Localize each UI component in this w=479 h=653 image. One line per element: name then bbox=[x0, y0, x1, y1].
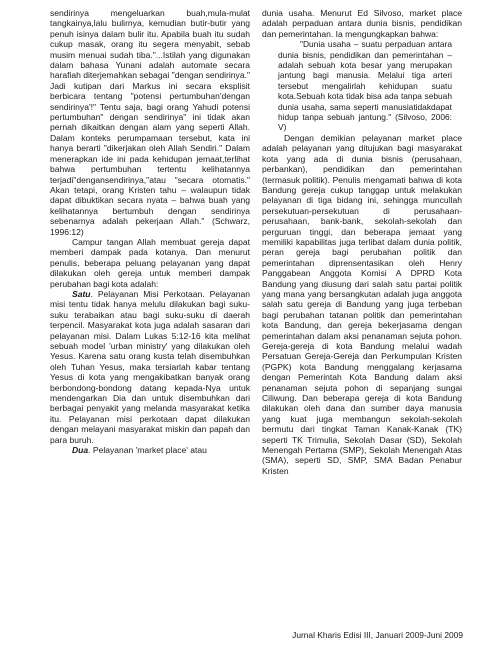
point-one-text: . Pelayanan Misi Perkotaan. Pelayanan misi tentu tidak hanya melulu dilakukan bagi suku-suku terabaikan atau bagi suku-suku di daerah terpencil. Masyarakat kota juga adalah sasaran dari pelayanan misi. Dalam Lukas 5:12-16 kita melihat sebuah model 'urban ministry' yang dilakukan oleh Yesus. Karena satu orang kusta telah disembuhkan oleh Tuhan Yesus, maka tersiarlah kabar tentang Yesus di kota yang mengakibatkan banyak orang berbondong-bondong datang kepada-Nya untuk mendengarkan Dia dan untuk disembuhkan dari berbagai penyakit yang melanda masyarakat ketika itu. Pelayanan misi perkotaan dapat dilakukan dengan melayani masyarakat miskin dan papah dan para buruh. bbox=[50, 288, 250, 445]
paragraph-dunia-usaha: dunia usaha. Menurut Ed Silvoso, market place adalah perpaduan antara dunia bisnis, pendidikan dan pemerintahan. Ia mengungkapkan bahwa: bbox=[262, 8, 462, 39]
paragraph-satu bbox=[50, 289, 250, 445]
journal-footer: Jurnal Kharis Edisi III, Januari 2009-Juni 2009 bbox=[292, 630, 463, 640]
left-column bbox=[50, 8, 250, 455]
paragraph-markus-quote: sendirinya mengeluarkan buah,mula-mulat tangkainya,lalu bulirnya, kemudian butir-butir yang penuh isinya dalam bulir itu. Apabila buah itu sudah cukup masak, orang itu segera menyabit, sebab musim menuai sudah tiba."...Istilah yang digunakan dalam bahasa Yunani adalah automate secara harafiah diterjemahkan sebagai "dengan sendirinya." Jadi kutipan dari Markus ini secara eksplisit berbicara tentang "potensi pertumbuhan'dengan sendirinya'!" Tentu saja, bagi orang Yahudi potensi pertumbuhan" dengan sendirinya" ini tidak akan pernah dikaitkan dengan alam yang seperti Allah. Dalam konteks perumpamaan tersebut, kata ini hanya berarti "dikerjakan oleh Allah Sendiri." Dalam menerapkan ide ini pada kehidupan jemaat,terlihat bahwa pertumbuhan tertentu kelihatannya terjadi"dengansendirinya,"atau "secara otomatis." Akan tetapi, orang Kristen tahu – walaupun tidak dapat dibuktikan secara nyata – bahwa buah yang kelihatannya bertumbuh dengan sendirinya sebenarnya adalah pekerjaan Allah." (Schwarz, 1996:12) bbox=[50, 8, 250, 237]
block-quote-silvoso: "Dunia usaha – suatu perpaduan antara dunia bisnis, pendidikan dan pemerintahan – adalah sebuah kota besar yang merupakan jantung bagi manusia. Melalui tiga arteri tersebut mengalirlah kehidupan suatu kota.Sebuah kota tidak bisa ada tanpa sebuah dunia usaha, sama seperti manusiatidakdapat hidup tanpa sebuah jantung." (Silvoso, 2006: V) bbox=[278, 39, 452, 133]
point-one-label: Satu bbox=[72, 288, 91, 299]
paragraph-market-place: Dengan demikian pelayanan market place adalah pelayanan yang ditujukan bagi masyarakat kota yang ada di dunia bisnis (perusahaan, perbankan), pendidikan dan pemerintahan (termasuk politik). Penulis mengamati bahwa di kota Bandung gereja cukup tanggap untuk melakukan pelayanan di tiga bidang ini, sehingga muncullah persekutuan-persekutuan di perusahaan-perusahaan, bank-bank, sekolah-sekolah dan perguruan tinggi, dan beberapa jemaat yang memiliki kapabilitas juga terlibat dalam dunia politik, peran gereja bagi perubahan politik dan pemerintahan diprensentasikan oleh Henry Panggabean Anggota Komisi A DPRD Kota Bandung yang diusung dari salah satu partai politik yang mana yang bersangkutan adalah juga anggota salah satu gereja di Bandung yang juga terbeban bagi perubahan tatanan politik dan pemerintahan kota Bandung, dan gereja bekerjasama dengan pemerintahan dalam aksi penanaman sejuta pohon. Gereja-gereja di kota Bandung melalui wadah Persatuan Gereja-Gereja dan Perkumpulan Kristen (PGPK) kota Bandung menggalang kerjasama dengan Pemerintah Kota Bandung dalam aksi penanaman sejuta pohon di sepanjang sungai Ciliwung. Dan beberapa gereja di kota Bandung dilakukan oleh dana dan sumber daya manusia yang kuat juga membangun sekolah-sekolah bermutu dari tingkat Taman Kanak-Kanak (TK) seperti TK Trimulia, Sekolah Dasar (SD), Sekolah Menengah Pertama (SMP), Sekolah Menengah Atas (SMA), seperti SD, SMP, SMA Badan Penabur Kristen bbox=[262, 132, 462, 476]
paragraph-dua bbox=[50, 445, 250, 455]
right-column bbox=[262, 8, 462, 476]
point-two-text: . Pelayanan 'market place' atau bbox=[88, 445, 207, 456]
point-two-label: Dua bbox=[72, 445, 89, 456]
paragraph-campur-tangan: Campur tangan Allah membuat gereja dapat memberi dampak pada kotanya. Dan menurut penulis, beberapa peluang pelayanan yang dapat dilakukan oleh gereja untuk memberi dampak perubahan bagi kota adalah: bbox=[50, 236, 250, 289]
